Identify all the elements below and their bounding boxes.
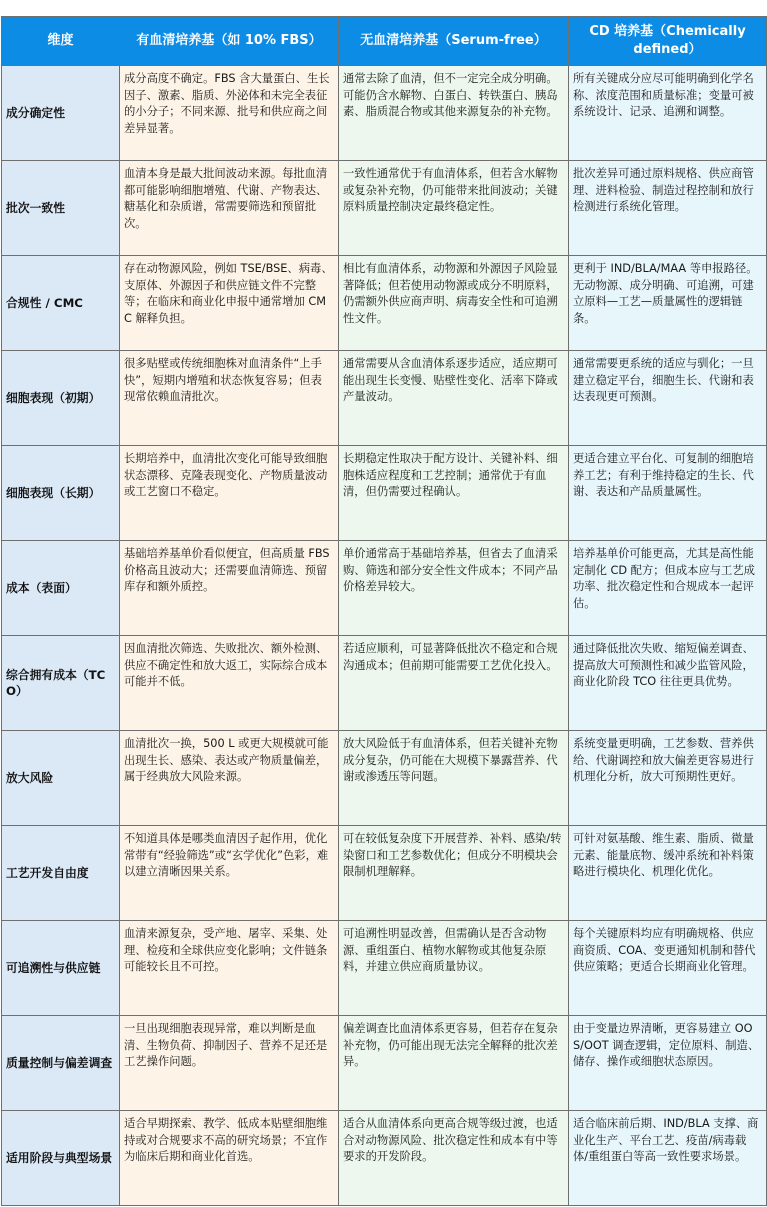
dimension-cell: 适用阶段与典型场景 — [2, 1111, 120, 1206]
cd-cell: 每个关键原料均应有明确规格、供应商资质、COA、变更通知机制和替代供应策略；更适合长期商业化管理。 — [569, 921, 767, 1016]
cd-cell: 更利于 IND/BLA/MAA 等申报路径。无动物源、成分明确、可追溯，可建立原料—工艺—质量属性的逻辑链条。 — [569, 256, 767, 351]
serum-cell: 很多贴壁或传统细胞株对血清条件“上手快”，短期内增殖和状态恢复容易；但表现常依赖血清批次。 — [120, 351, 339, 446]
header-row — [2, 17, 767, 66]
serum-cell: 基础培养基单价看似便宜，但高质量 FBS 价格高且波动大；还需要血清筛选、预留库存和额外质控。 — [120, 541, 339, 636]
table-row — [2, 66, 767, 161]
serum-free-cell: 偏差调查比血清体系更容易，但若存在复杂补充物，仍可能出现无法完全解释的批次差异。 — [339, 1016, 569, 1111]
serum-free-cell: 长期稳定性取决于配方设计、关键补料、细胞株适应程度和工艺控制；通常优于有血清，但仍需要过程确认。 — [339, 446, 569, 541]
serum-cell: 成分高度不确定。FBS 含大量蛋白、生长因子、激素、脂质、外泌体和未完全表征的小分子；不同来源、批号和供应商之间差异显著。 — [120, 66, 339, 161]
cd-cell: 更适合建立平台化、可复制的细胞培养工艺；有利于维持稳定的生长、代谢、表达和产品质量属性。 — [569, 446, 767, 541]
cd-cell: 通过降低批次失败、缩短偏差调查、提高放大可预测性和减少监管风险，商业化阶段 TCO 往往更具优势。 — [569, 636, 767, 731]
serum-free-cell: 若适应顺利，可显著降低批次不稳定和合规沟通成本；但前期可能需要工艺优化投入。 — [339, 636, 569, 731]
table-row — [2, 636, 767, 731]
table-row — [2, 1016, 767, 1111]
comparison-table-wrapper — [1, 16, 766, 1206]
cd-cell: 系统变量更明确，工艺参数、营养供给、代谢调控和放大偏差更容易进行机理化分析，放大可预期性更好。 — [569, 731, 767, 826]
cd-cell: 适合临床前后期、IND/BLA 支撑、商业化生产、平台工艺、疫苗/病毒载体/重组蛋白等高一致性要求场景。 — [569, 1111, 767, 1206]
table-row — [2, 161, 767, 256]
table-row — [2, 351, 767, 446]
cd-cell: 培养基单价可能更高，尤其是高性能定制化 CD 配方；但成本应与工艺成功率、批次稳定性和合规成本一起评估。 — [569, 541, 767, 636]
dimension-cell: 工艺开发自由度 — [2, 826, 120, 921]
serum-free-cell: 一致性通常优于有血清体系，但若含水解物或复杂补充物，仍可能带来批间波动；关键原料质量控制决定最终稳定性。 — [339, 161, 569, 256]
header-serum-medium: 有血清培养基（如 10% FBS） — [120, 17, 339, 66]
table-row — [2, 256, 767, 351]
serum-cell: 适合早期探索、教学、低成本贴壁细胞维持或对合规要求不高的研究场景；不宜作为临床后期和商业化首选。 — [120, 1111, 339, 1206]
serum-free-cell: 可在较低复杂度下开展营养、补料、感染/转染窗口和工艺参数优化；但成分不明模块会限制机理解释。 — [339, 826, 569, 921]
dimension-cell: 合规性 / CMC — [2, 256, 120, 351]
cd-cell: 通常需要更系统的适应与驯化；一旦建立稳定平台，细胞生长、代谢和表达表现更可预测。 — [569, 351, 767, 446]
table-row — [2, 731, 767, 826]
serum-free-cell: 适合从血清体系向更高合规等级过渡，也适合对动物源风险、批次稳定性和成本有中等要求的开发阶段。 — [339, 1111, 569, 1206]
serum-free-cell: 单价通常高于基础培养基，但省去了血清采购、筛选和部分安全性文件成本；不同产品价格差异较大。 — [339, 541, 569, 636]
serum-free-cell: 可追溯性明显改善，但需确认是否含动物源、重组蛋白、植物水解物或其他复杂原料，并建立供应商质量协议。 — [339, 921, 569, 1016]
serum-cell: 因血清批次筛选、失败批次、额外检测、供应不确定性和放大返工，实际综合成本可能并不低。 — [120, 636, 339, 731]
table-row — [2, 446, 767, 541]
serum-cell: 长期培养中，血清批次变化可能导致细胞状态漂移、克隆表现变化、产物质量波动或工艺窗口不稳定。 — [120, 446, 339, 541]
dimension-cell: 综合拥有成本（TCO） — [2, 636, 120, 731]
dimension-cell: 细胞表现（初期） — [2, 351, 120, 446]
serum-free-cell: 通常需要从含血清体系逐步适应，适应期可能出现生长变慢、贴壁性变化、活率下降或产量波动。 — [339, 351, 569, 446]
dimension-cell: 质量控制与偏差调查 — [2, 1016, 120, 1111]
table-row — [2, 1111, 767, 1206]
cd-cell: 所有关键成分应尽可能明确到化学名称、浓度范围和质量标准；变量可被系统设计、记录、追溯和调整。 — [569, 66, 767, 161]
serum-cell: 不知道具体是哪类血清因子起作用，优化常带有“经验筛选”或“玄学优化”色彩，难以建立清晰因果关系。 — [120, 826, 339, 921]
serum-free-cell: 通常去除了血清，但不一定完全成分明确。可能仍含水解物、白蛋白、转铁蛋白、胰岛素、脂质混合物或其他来源复杂的补充物。 — [339, 66, 569, 161]
dimension-cell: 批次一致性 — [2, 161, 120, 256]
table-row — [2, 921, 767, 1016]
dimension-cell: 细胞表现（长期） — [2, 446, 120, 541]
cd-cell: 由于变量边界清晰，更容易建立 OOS/OOT 调查逻辑，定位原料、制造、储存、操作或细胞状态原因。 — [569, 1016, 767, 1111]
header-serum-free-medium: 无血清培养基（Serum-free） — [339, 17, 569, 66]
serum-cell: 血清来源复杂，受产地、屠宰、采集、处理、检疫和全球供应变化影响；文件链条可能较长且不可控。 — [120, 921, 339, 1016]
header-cd-medium: CD 培养基（Chemically defined） — [569, 17, 767, 66]
dimension-cell: 成本（表面） — [2, 541, 120, 636]
culture-medium-comparison-table — [1, 16, 767, 1206]
serum-free-cell: 相比有血清体系，动物源和外源因子风险显著降低；但若使用动物源或成分不明原料，仍需额外供应商声明、病毒安全性和可追溯性文件。 — [339, 256, 569, 351]
dimension-cell: 可追溯性与供应链 — [2, 921, 120, 1016]
serum-free-cell: 放大风险低于有血清体系，但若关键补充物成分复杂，仍可能在大规模下暴露营养、代谢或渗透压等问题。 — [339, 731, 569, 826]
cd-cell: 可针对氨基酸、维生素、脂质、微量元素、能量底物、缓冲系统和补料策略进行模块化、机理化优化。 — [569, 826, 767, 921]
serum-cell: 一旦出现细胞表现异常，难以判断是血清、生物负荷、抑制因子、营养不足还是工艺操作问题。 — [120, 1016, 339, 1111]
header-dimension: 维度 — [2, 17, 120, 66]
table-row — [2, 826, 767, 921]
dimension-cell: 放大风险 — [2, 731, 120, 826]
cd-cell: 批次差异可通过原料规格、供应商管理、进料检验、制造过程控制和放行检测进行系统化管理。 — [569, 161, 767, 256]
serum-cell: 血清本身是最大批间波动来源。每批血清都可能影响细胞增殖、代谢、产物表达、糖基化和杂质谱，常需要筛选和预留批次。 — [120, 161, 339, 256]
serum-cell: 存在动物源风险，例如 TSE/BSE、病毒、支原体、外源因子和供应链文件不完整等；在临床和商业化申报中通常增加 CMC 解释负担。 — [120, 256, 339, 351]
table-row — [2, 541, 767, 636]
dimension-cell: 成分确定性 — [2, 66, 120, 161]
serum-cell: 血清批次一换，500 L 或更大规模就可能出现生长、感染、表达或产物质量偏差，属于经典放大风险来源。 — [120, 731, 339, 826]
